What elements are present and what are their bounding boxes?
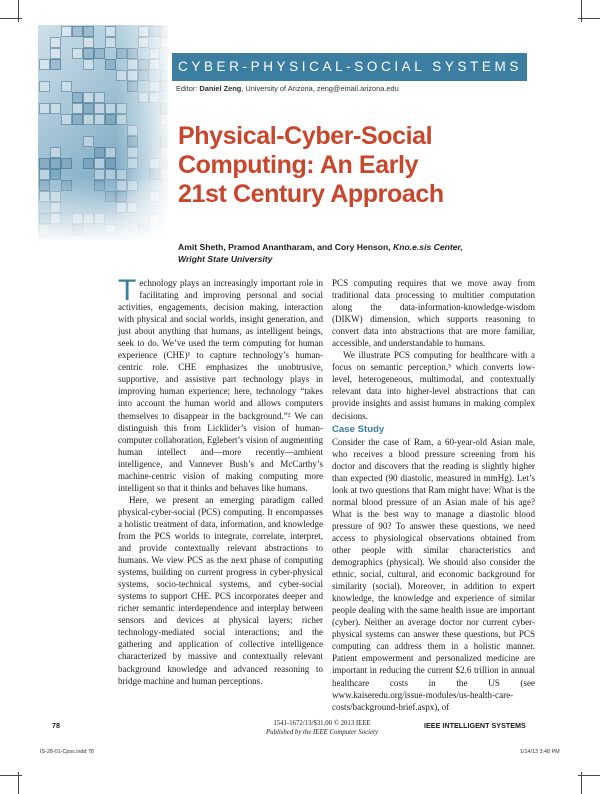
left-column (118, 274, 323, 687)
author-names: Amit Sheth, Pramod Anantharam, and Cory Henson, (178, 242, 394, 252)
editor-affiliation: , University of Arizona, zeng@email.arizona.edu (241, 84, 399, 93)
article-title (178, 122, 538, 209)
title-line: Computing: An Early (178, 151, 419, 179)
crop-mark (18, 0, 19, 22)
paragraph: Consider the case of Ram, a 60-year-old Asian male, who receives a blood pressure screening from his doctor and discovers that the reading is slightly higher than expected (90 diastolic, measured in mmHg). Let’s look at two questions that Ram might have: What is the normal blood pressure of an Asian male of his age? What is the best way to manage a diastolic blood pressure of 90? To answer these questions, we need access to physiological observations obtained from other people with similar characteristics and demographics (physical). We should also consider the ethnic, social, cultural, and economic background for similarity (social). Moreover, in addition to expert knowledge, the knowledge and experience of similar people dealing with the same health issue are important (cyber). Neither an average doctor nor current cyber-physical systems can answer these questions, but PCS computing can address them in a holistic manner. Patient empowerment and personalized medicine are important in reducing the current $2.6 trillion in annual healthcare costs in the US (see www.kaiseredu.org/issue-modules/us-health-care-costs/background-brief.aspx), of (332, 436, 535, 712)
author-affiliation-2: Wright State University (178, 254, 273, 264)
copyright-line (222, 719, 422, 737)
timestamp-slug: 1/14/13 3:48 PM (520, 749, 560, 755)
drop-cap: T (118, 274, 137, 307)
editor-prefix: Editor: (176, 84, 200, 93)
editor-credit (176, 84, 399, 93)
publisher: Published by the IEEE Computer Society (266, 729, 378, 736)
page-number: 78 (52, 721, 60, 730)
paragraph: We illustrate PCS computing for healthcare with a focus on semantic perception,³ which converts low-level, heterogeneous, multimodal, and contextually relevant data into higher-level abstractions that can provide insights and assist humans in making complex decisions. (332, 350, 535, 421)
artwork-fade (38, 25, 168, 240)
paragraph: PCS computing requires that we move away from traditional data processing to multitier computation along the data-information-knowledge-wisdom (DIKW) dimension, which supports reasoning to convert data into abstractions that are more familiar, accessible, and understandable to humans. (332, 278, 535, 349)
paragraph: echnology plays an increasingly important role in facilitating and improving personal and social activities, engagements, decision making, interaction with physical and social worlds, insight generation, and just about anything that humans, as intelligent beings, seek to do. We’ve used the term computing for human experience (CHE)¹ to capture technology’s human-centric role. CHE emphasizes the unobtrusive, supportive, and assistive part technology plays in improving human experience; here, technology “takes into account the human world and allows computers themselves to disappear in the background.”² We can distinguish this from Licklider’s vision of human-computer collaboration, Eglebert’s vision of augmenting human intellect and—more recently—ambient intelligence, and Vannever Bush’s and McCarthy’s machine-centric vision of making computing more intelligent so that it thinks and behaves like humans. (118, 278, 323, 493)
author-byline (178, 241, 463, 265)
author-affiliation-1: Kno.e.sis Center, (393, 242, 463, 252)
crop-mark (18, 772, 19, 794)
file-slug: IS-28-01-Cpss.indd 78 (40, 749, 94, 755)
paragraph: Here, we present an emerging paradigm called physical-cyber-social (PCS) computing. It encompasses a holistic treatment of data, information, and knowledge from the PCS worlds to integrate, correlate, interpret, and provide contextually relevant abstractions to humans. We view PCS as the next phase of computing systems, building on current progress in cyber-physical systems, socio-technical systems, and cyber-social systems to support CHE. PCS incorporates deeper and richer semantic interdependence and interplay between sensors and devices at physical layers; richer technology-mediated social interactions; and the gathering and application of collective intelligence characterized by massive and contextually relevant background knowledge and advanced reasoning to bridge machine and human perceptions. (118, 494, 323, 686)
department-artwork (38, 25, 168, 240)
title-line: 21st Century Approach (178, 180, 444, 208)
right-column (332, 277, 535, 713)
title-line: Physical-Cyber-Social (178, 122, 433, 150)
magazine-name: IEEE INTELLIGENT SYSTEMS (424, 721, 526, 730)
crop-mark (581, 772, 582, 794)
issn: 1541-1672/13/$31.00 © 2013 IEEE (273, 720, 371, 727)
department-banner: CYBER-PHYSICAL-SOCIAL SYSTEMS (172, 53, 527, 81)
editor-name: Daniel Zeng (199, 84, 242, 93)
section-heading: Case Study (332, 423, 385, 435)
crop-mark (581, 0, 582, 22)
